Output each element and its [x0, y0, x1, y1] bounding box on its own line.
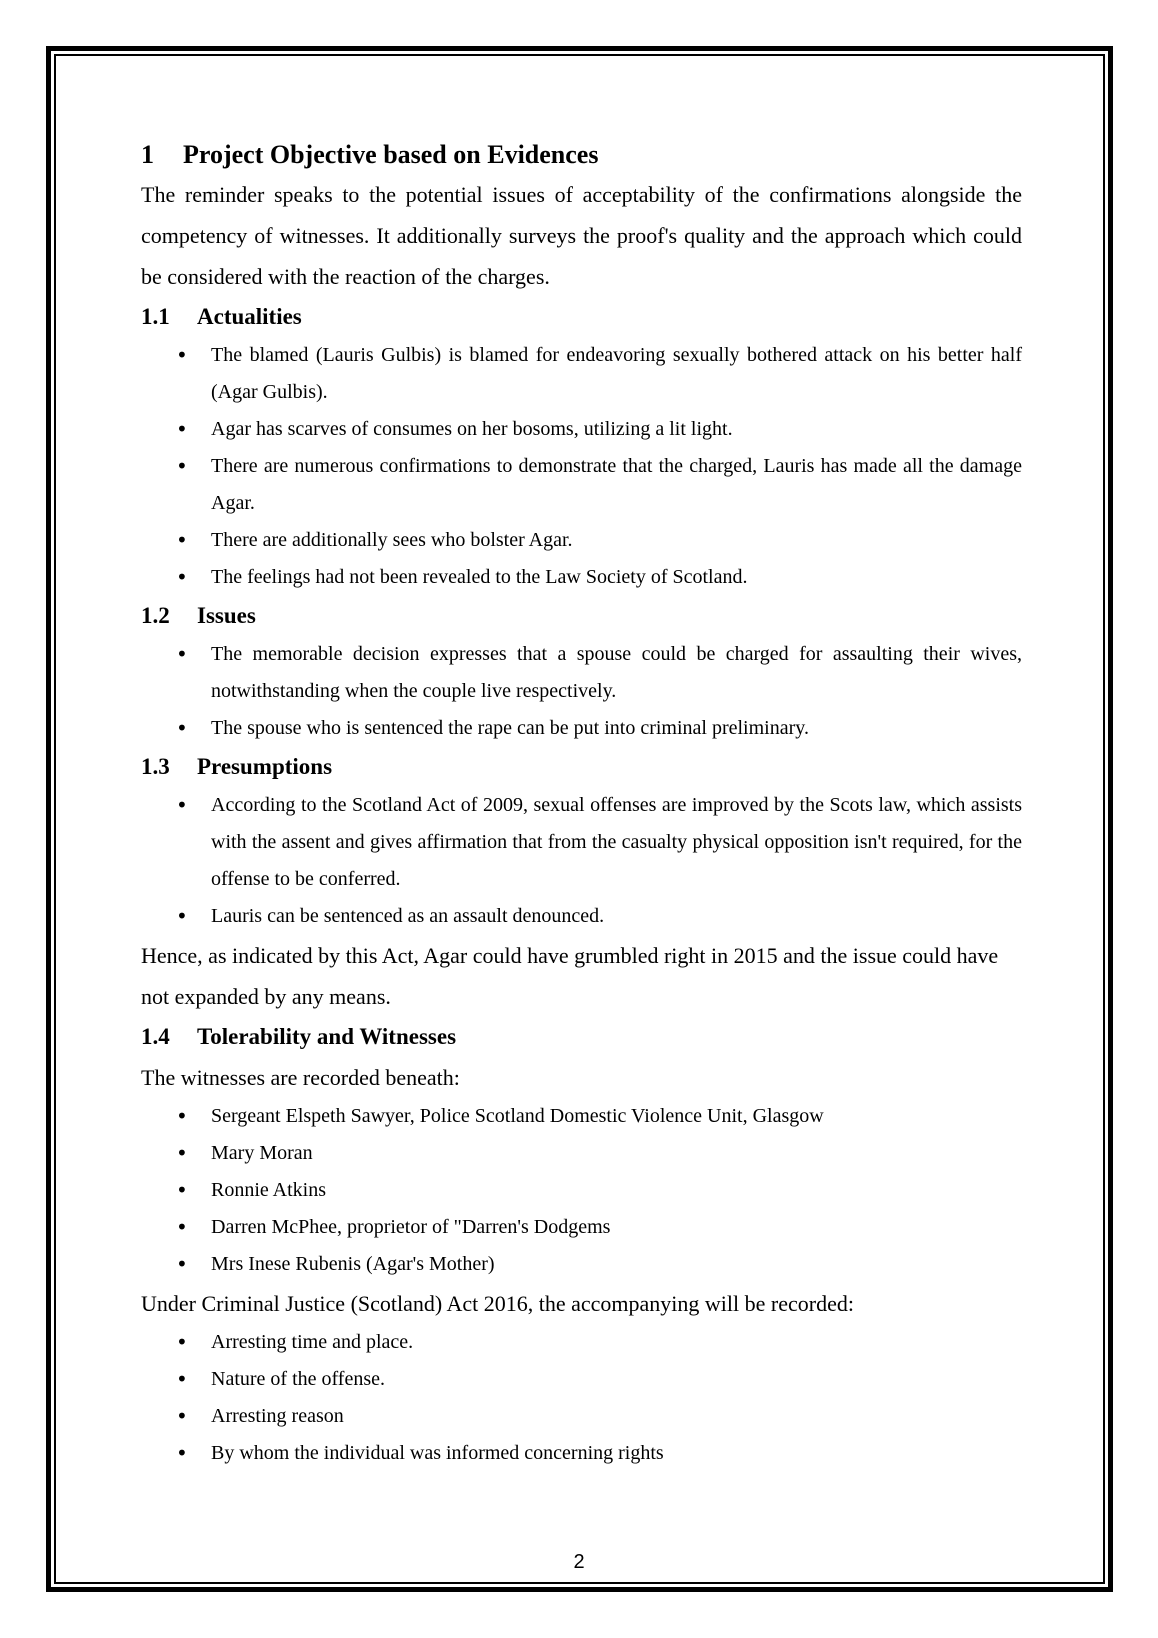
section-number: 1.2: [141, 603, 170, 628]
bullet-icon: •: [176, 642, 188, 666]
list-item: • According to the Scotland Act of 2009, sexual offenses are improved by the Scots law, which assists with the assent and gives affirmation that from the casualty physical opposition isn't required, for the offense to be conferred.: [141, 787, 1022, 898]
list-item: • Ronnie Atkins: [141, 1172, 1022, 1209]
bullet-icon: •: [176, 1141, 188, 1165]
intro-paragraph: The reminder speaks to the potential issues of acceptability of the confirmations alongside the competency of witnesses. It additionally surveys the proof's quality and the approach which could be considered with the reaction of the charges.: [141, 182, 1022, 289]
bullet-icon: •: [176, 904, 188, 928]
recorded-items-list: [141, 1324, 1022, 1472]
witnesses-list: [141, 1098, 1022, 1283]
bullet-icon: •: [176, 1367, 188, 1391]
list-item: • Nature of the offense.: [141, 1361, 1022, 1398]
section-number: 1: [141, 140, 154, 169]
section-heading-1-1: [141, 297, 1022, 337]
bullet-icon: •: [176, 1404, 188, 1428]
bullet-icon: •: [176, 1252, 188, 1276]
actualities-list: [141, 337, 1022, 596]
section-heading-1: [141, 136, 1022, 174]
bullet-icon: •: [176, 343, 188, 367]
document-body: [141, 136, 1022, 1472]
section-heading-1-4: [141, 1017, 1022, 1057]
section-number: 1.4: [141, 1024, 170, 1049]
act-paragraph: Under Criminal Justice (Scotland) Act 2016, the accompanying will be recorded:: [141, 1291, 854, 1316]
issues-list: [141, 636, 1022, 747]
bullet-icon: •: [176, 1178, 188, 1202]
list-item: • Agar has scarves of consumes on her bosoms, utilizing a lit light.: [141, 411, 1022, 448]
bullet-icon: •: [176, 1441, 188, 1465]
section-title: Project Objective based on Evidences: [183, 140, 599, 169]
section-number: 1.1: [141, 304, 170, 329]
bullet-icon: •: [176, 716, 188, 740]
list-item: • There are numerous confirmations to demonstrate that the charged, Lauris has made all the damage Agar.: [141, 448, 1022, 522]
list-item: • Arresting time and place.: [141, 1324, 1022, 1361]
section-heading-1-3: [141, 747, 1022, 787]
list-item: • The feelings had not been revealed to the Law Society of Scotland.: [141, 559, 1022, 596]
list-item: • The blamed (Lauris Gulbis) is blamed for endeavoring sexually bothered attack on his better half (Agar Gulbis).: [141, 337, 1022, 411]
bullet-icon: •: [176, 565, 188, 589]
bullet-icon: •: [176, 454, 188, 478]
section-title: Actualities: [197, 304, 302, 329]
bullet-icon: •: [176, 1215, 188, 1239]
list-item: • Sergeant Elspeth Sawyer, Police Scotland Domestic Violence Unit, Glasgow: [141, 1098, 1022, 1135]
section-title: Presumptions: [197, 754, 333, 779]
list-item: • Arresting reason: [141, 1398, 1022, 1435]
bullet-icon: •: [176, 793, 188, 817]
presumptions-list: [141, 787, 1022, 935]
witnesses-intro: The witnesses are recorded beneath:: [141, 1065, 460, 1090]
page-number: 2: [573, 1551, 585, 1573]
list-item: • The spouse who is sentenced the rape can be put into criminal preliminary.: [141, 710, 1022, 747]
bullet-icon: •: [176, 1330, 188, 1354]
list-item: • Mary Moran: [141, 1135, 1022, 1172]
list-item: • By whom the individual was informed concerning rights: [141, 1435, 1022, 1472]
bullet-icon: •: [176, 417, 188, 441]
section-number: 1.3: [141, 754, 170, 779]
list-item: • There are additionally sees who bolster Agar.: [141, 522, 1022, 559]
list-item: • Darren McPhee, proprietor of "Darren's Dodgems: [141, 1209, 1022, 1246]
section-title: Issues: [197, 603, 256, 628]
list-item: • Mrs Inese Rubenis (Agar's Mother): [141, 1246, 1022, 1283]
conclusion-paragraph: Hence, as indicated by this Act, Agar could have grumbled right in 2015 and the issue could have not expanded by any means.: [141, 943, 999, 1009]
bullet-icon: •: [176, 1104, 188, 1128]
section-heading-1-2: [141, 596, 1022, 636]
list-item: • The memorable decision expresses that a spouse could be charged for assaulting their wives, notwithstanding when the couple live respectively.: [141, 636, 1022, 710]
bullet-icon: •: [176, 528, 188, 552]
section-title: Tolerability and Witnesses: [197, 1024, 457, 1049]
list-item: • Lauris can be sentenced as an assault denounced.: [141, 898, 1022, 935]
